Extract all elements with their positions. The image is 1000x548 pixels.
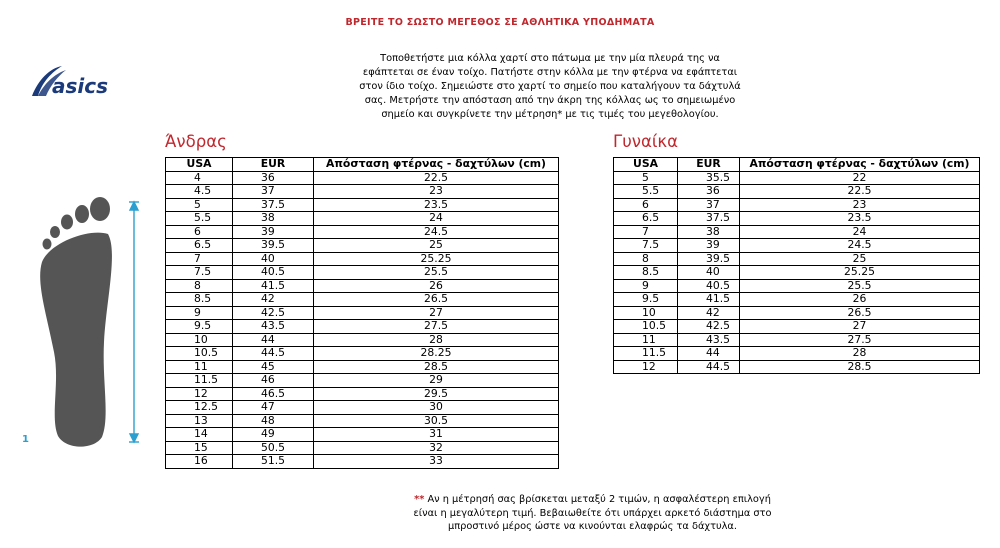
length-cm-cell: 23.5 <box>314 198 559 212</box>
length-cm-cell: 22 <box>740 171 980 185</box>
table-row <box>614 198 980 212</box>
table-row <box>614 225 980 239</box>
eur-size-cell: 37 <box>233 185 314 199</box>
usa-size-cell: 8.5 <box>166 293 233 307</box>
table-row <box>166 360 559 374</box>
eur-size-cell: 40.5 <box>233 266 314 280</box>
eur-size-cell: 42 <box>233 293 314 307</box>
table-row <box>614 360 980 374</box>
length-cm-cell: 28 <box>314 333 559 347</box>
length-cm-cell: 31 <box>314 428 559 442</box>
measure-marker: 1 <box>22 434 29 445</box>
usa-size-cell: 7 <box>166 252 233 266</box>
men-title: Άνδρας <box>165 132 227 151</box>
usa-size-cell: 9 <box>166 306 233 320</box>
length-cm-cell: 23 <box>740 198 980 212</box>
usa-size-cell: 8 <box>166 279 233 293</box>
table-row <box>614 306 980 320</box>
table-row <box>614 171 980 185</box>
eur-size-cell: 36 <box>233 171 314 185</box>
eur-size-cell: 50.5 <box>233 441 314 455</box>
footnote-stars: ** <box>414 494 425 505</box>
eur-size-cell: 39 <box>678 239 740 253</box>
table-row <box>166 441 559 455</box>
eur-size-cell: 36 <box>678 185 740 199</box>
length-cm-cell: 30.5 <box>314 414 559 428</box>
table-row <box>614 293 980 307</box>
eur-size-cell: 42.5 <box>233 306 314 320</box>
footnote-text: Αν η μέτρησή σας βρίσκεται μεταξύ 2 τιμών, η ασφαλέστερη επιλογή <box>424 494 771 505</box>
eur-size-cell: 51.5 <box>233 455 314 469</box>
header-usa: USA <box>166 158 233 172</box>
length-cm-cell: 25 <box>740 252 980 266</box>
intro-line: στον ίδιο τοίχο. Σημειώστε στο χαρτί το σημείο που καταλήγουν τα δάχτυλά <box>359 81 741 92</box>
table-row <box>614 320 980 334</box>
usa-size-cell: 12 <box>166 387 233 401</box>
usa-size-cell: 16 <box>166 455 233 469</box>
usa-size-cell: 6.5 <box>166 239 233 253</box>
table-row <box>166 252 559 266</box>
intro-line: σημείο και συγκρίνετε την μέτρηση* με τις τιμές του μεγεθολογίου. <box>381 109 719 120</box>
eur-size-cell: 46 <box>233 374 314 388</box>
length-cm-cell: 24 <box>314 212 559 226</box>
eur-size-cell: 37.5 <box>233 198 314 212</box>
length-cm-cell: 26 <box>740 293 980 307</box>
table-row <box>166 225 559 239</box>
length-cm-cell: 25.25 <box>740 266 980 280</box>
eur-size-cell: 42 <box>678 306 740 320</box>
usa-size-cell: 14 <box>166 428 233 442</box>
table-row <box>166 212 559 226</box>
table-row <box>166 333 559 347</box>
eur-size-cell: 37 <box>678 198 740 212</box>
usa-size-cell: 5.5 <box>166 212 233 226</box>
usa-size-cell: 9 <box>614 279 678 293</box>
eur-size-cell: 47 <box>233 401 314 415</box>
eur-size-cell: 38 <box>233 212 314 226</box>
footnote <box>405 493 780 534</box>
length-cm-cell: 32 <box>314 441 559 455</box>
length-cm-cell: 25.5 <box>314 266 559 280</box>
usa-size-cell: 12 <box>614 360 678 374</box>
usa-size-cell: 6 <box>614 198 678 212</box>
asics-logo <box>28 62 128 102</box>
eur-size-cell: 44 <box>233 333 314 347</box>
usa-size-cell: 9.5 <box>614 293 678 307</box>
length-cm-cell: 33 <box>314 455 559 469</box>
length-cm-cell: 22.5 <box>740 185 980 199</box>
length-cm-cell: 28.5 <box>740 360 980 374</box>
eur-size-cell: 43.5 <box>233 320 314 334</box>
eur-size-cell: 44.5 <box>233 347 314 361</box>
table-row <box>614 252 980 266</box>
header-usa: USA <box>614 158 678 172</box>
women-size-table <box>613 157 980 374</box>
table-row <box>166 198 559 212</box>
usa-size-cell: 9.5 <box>166 320 233 334</box>
page-title: ΒΡΕΙΤΕ ΤΟ ΣΩΣΤΟ ΜΕΓΕΘΟΣ ΣΕ ΑΘΛΗΤΙΚΑ ΥΠΟΔΗΜΑΤΑ <box>345 17 655 28</box>
usa-size-cell: 10 <box>166 333 233 347</box>
table-row <box>166 306 559 320</box>
men-size-table <box>165 157 559 469</box>
table-row <box>166 428 559 442</box>
foot-silhouette <box>40 197 112 447</box>
intro-line: Τοποθετήστε μια κόλλα χαρτί στο πάτωμα με την μία πλευρά της να <box>380 53 720 64</box>
table-header-row <box>166 158 559 172</box>
length-cm-cell: 25 <box>314 239 559 253</box>
usa-size-cell: 7.5 <box>614 239 678 253</box>
eur-size-cell: 48 <box>233 414 314 428</box>
length-cm-cell: 28.25 <box>314 347 559 361</box>
footnote-line: είναι η μεγαλύτερη τιμή. Βεβαιωθείτε ότι υπάρχει αρκετό διάστημα στο <box>413 507 772 519</box>
eur-size-cell: 45 <box>233 360 314 374</box>
table-row <box>614 279 980 293</box>
table-row <box>166 401 559 415</box>
foot-illustration <box>20 192 150 452</box>
usa-size-cell: 10 <box>614 306 678 320</box>
table-row <box>614 347 980 361</box>
length-cm-cell: 28 <box>740 347 980 361</box>
eur-size-cell: 42.5 <box>678 320 740 334</box>
table-row <box>166 387 559 401</box>
table-row <box>614 239 980 253</box>
eur-size-cell: 44.5 <box>678 360 740 374</box>
intro-instructions <box>350 52 750 122</box>
table-row <box>166 279 559 293</box>
table-row <box>166 293 559 307</box>
table-row <box>166 414 559 428</box>
table-row <box>166 347 559 361</box>
usa-size-cell: 4 <box>166 171 233 185</box>
length-cm-cell: 23 <box>314 185 559 199</box>
usa-size-cell: 11 <box>614 333 678 347</box>
usa-size-cell: 5 <box>614 171 678 185</box>
eur-size-cell: 38 <box>678 225 740 239</box>
table-row <box>614 333 980 347</box>
eur-size-cell: 41.5 <box>678 293 740 307</box>
table-row <box>166 266 559 280</box>
brand-wordmark: asics <box>52 74 109 98</box>
table-row <box>166 239 559 253</box>
length-cm-cell: 26.5 <box>740 306 980 320</box>
footnote-line: μπροστινό μέρος ώστε να κινούνται ελαφρώς τα δάχτυλα. <box>447 521 738 532</box>
length-cm-cell: 27 <box>314 306 559 320</box>
footnote-line <box>405 493 780 507</box>
length-cm-cell: 26.5 <box>314 293 559 307</box>
eur-size-cell: 39 <box>233 225 314 239</box>
usa-size-cell: 11.5 <box>614 347 678 361</box>
usa-size-cell: 11 <box>166 360 233 374</box>
length-cm-cell: 27 <box>740 320 980 334</box>
table-row <box>166 185 559 199</box>
table-row <box>166 374 559 388</box>
table-row <box>166 455 559 469</box>
eur-size-cell: 40.5 <box>678 279 740 293</box>
intro-line: σας. Μετρήστε την απόσταση από την άκρη της κόλλας ως το σημειωμένο <box>364 95 736 106</box>
table-row <box>166 320 559 334</box>
eur-size-cell: 49 <box>233 428 314 442</box>
intro-line: εφάπτεται σε έναν τοίχο. Πατήστε στην κόλλα με την φτέρνα να εφάπτεται <box>362 67 738 78</box>
usa-size-cell: 15 <box>166 441 233 455</box>
usa-size-cell: 6.5 <box>614 212 678 226</box>
length-cm-cell: 25.25 <box>314 252 559 266</box>
length-cm-cell: 26 <box>314 279 559 293</box>
length-cm-cell: 24.5 <box>314 225 559 239</box>
table-row <box>614 212 980 226</box>
length-cm-cell: 24 <box>740 225 980 239</box>
women-title: Γυναίκα <box>613 132 679 151</box>
header-eur: EUR <box>233 158 314 172</box>
eur-size-cell: 37.5 <box>678 212 740 226</box>
usa-size-cell: 5.5 <box>614 185 678 199</box>
eur-size-cell: 43.5 <box>678 333 740 347</box>
usa-size-cell: 10.5 <box>614 320 678 334</box>
length-cm-cell: 30 <box>314 401 559 415</box>
length-cm-cell: 29.5 <box>314 387 559 401</box>
eur-size-cell: 44 <box>678 347 740 361</box>
usa-size-cell: 10.5 <box>166 347 233 361</box>
usa-size-cell: 7 <box>614 225 678 239</box>
usa-size-cell: 4.5 <box>166 185 233 199</box>
length-cm-cell: 25.5 <box>740 279 980 293</box>
usa-size-cell: 12.5 <box>166 401 233 415</box>
header-cm: Απόσταση φτέρνας - δαχτύλων (cm) <box>314 158 559 172</box>
header-cm: Απόσταση φτέρνας - δαχτύλων (cm) <box>740 158 980 172</box>
eur-size-cell: 41.5 <box>233 279 314 293</box>
eur-size-cell: 40 <box>678 266 740 280</box>
length-measure-line <box>129 202 139 442</box>
eur-size-cell: 39.5 <box>678 252 740 266</box>
length-cm-cell: 23.5 <box>740 212 980 226</box>
usa-size-cell: 7.5 <box>166 266 233 280</box>
usa-size-cell: 5 <box>166 198 233 212</box>
usa-size-cell: 11.5 <box>166 374 233 388</box>
table-row <box>614 266 980 280</box>
length-cm-cell: 29 <box>314 374 559 388</box>
length-cm-cell: 24.5 <box>740 239 980 253</box>
eur-size-cell: 39.5 <box>233 239 314 253</box>
length-cm-cell: 28.5 <box>314 360 559 374</box>
usa-size-cell: 6 <box>166 225 233 239</box>
usa-size-cell: 8.5 <box>614 266 678 280</box>
eur-size-cell: 35.5 <box>678 171 740 185</box>
usa-size-cell: 13 <box>166 414 233 428</box>
header-eur: EUR <box>678 158 740 172</box>
table-row <box>614 185 980 199</box>
length-cm-cell: 22.5 <box>314 171 559 185</box>
usa-size-cell: 8 <box>614 252 678 266</box>
table-header-row <box>614 158 980 172</box>
eur-size-cell: 46.5 <box>233 387 314 401</box>
length-cm-cell: 27.5 <box>314 320 559 334</box>
table-row <box>166 171 559 185</box>
eur-size-cell: 40 <box>233 252 314 266</box>
length-cm-cell: 27.5 <box>740 333 980 347</box>
